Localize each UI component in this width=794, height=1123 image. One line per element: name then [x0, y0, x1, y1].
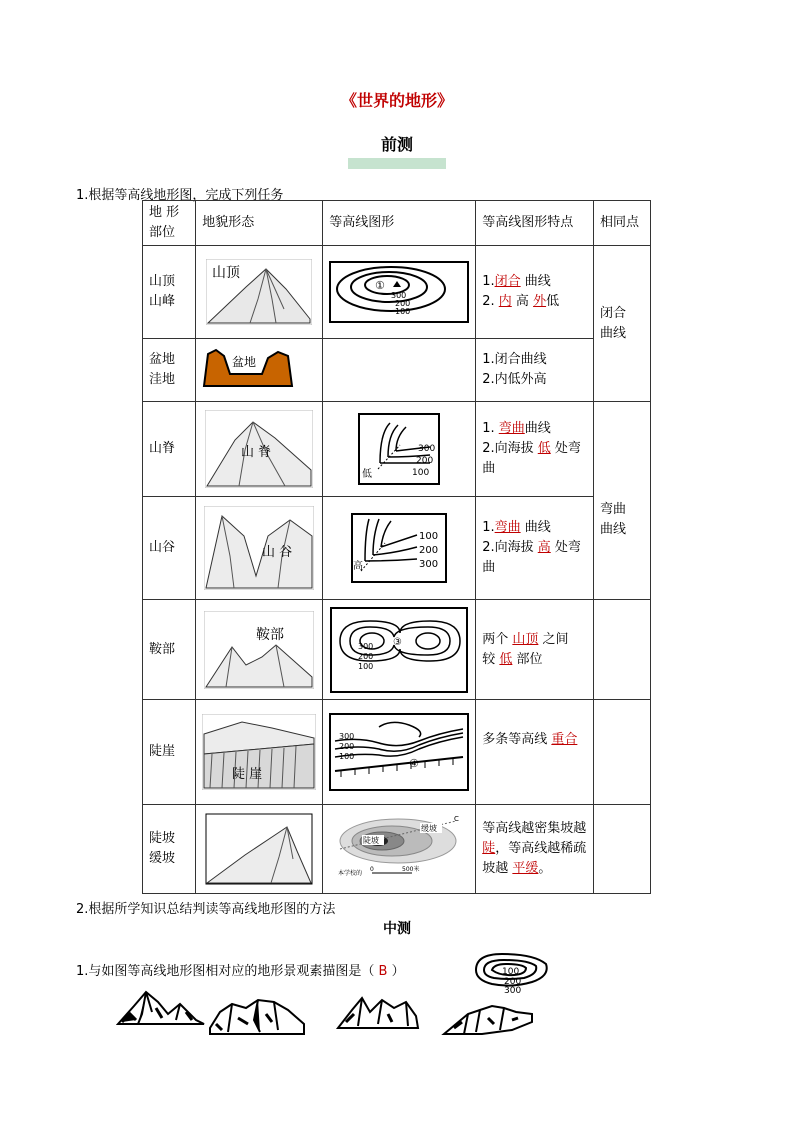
feature-text: 部位	[516, 651, 543, 667]
table-row	[143, 402, 651, 497]
feature-text: 1.	[482, 421, 495, 436]
contour-label: 300	[419, 559, 439, 570]
landform-table	[142, 200, 651, 894]
marker-4: ④	[409, 757, 420, 770]
question-1: 1.根据等高线地形图，完成下列任务	[76, 188, 284, 203]
feature-text: 之间	[542, 631, 569, 647]
feature-text: 曲线	[524, 274, 551, 289]
table-row	[143, 805, 651, 894]
sketch-option-c	[338, 998, 418, 1028]
section-title-midtest: 中测	[383, 921, 411, 937]
answer: 陡	[482, 841, 496, 856]
header-contour: 等高线图形	[323, 201, 476, 246]
contour-label: 100	[395, 307, 411, 316]
feature-text: 多条等高线	[482, 732, 548, 747]
feature-text: 2.内低外高	[482, 372, 547, 387]
section-title-pretest: 前测	[380, 135, 413, 154]
answer: 低	[499, 651, 513, 667]
ridge-sketch	[205, 410, 313, 488]
valley-contour-map	[351, 513, 447, 583]
feature-text: 两个	[482, 631, 509, 647]
contour-label: 300	[418, 444, 436, 454]
sketch-cell	[196, 339, 323, 402]
contour-label: 100	[419, 531, 439, 542]
table-row	[143, 600, 651, 700]
feature-text: 1.	[482, 274, 495, 289]
feature-cell	[476, 700, 594, 805]
sketch-cell	[196, 700, 323, 805]
landform-name: 鞍部	[143, 600, 196, 700]
landform-name: 山顶 山峰	[143, 246, 196, 339]
feature-text: 低	[546, 294, 560, 309]
sketch-option-a	[118, 992, 204, 1024]
feature-text: 2.向海拔	[482, 540, 534, 555]
sketch-cell	[196, 497, 323, 600]
sketch-label: 陡 崖	[232, 767, 263, 782]
peak-contour-map	[329, 261, 469, 323]
feature-cell	[476, 246, 594, 339]
basin-sketch	[202, 346, 294, 388]
feature-text: ，等高线越稀疏坡越	[482, 841, 587, 876]
feature-text: 2.	[482, 294, 495, 309]
sketch-label: 山顶	[212, 265, 241, 281]
sketch-cell	[196, 805, 323, 894]
feature-cell	[476, 805, 594, 894]
table-header-row	[143, 201, 651, 246]
contour-label: 高	[353, 561, 364, 572]
contour-label: 300	[504, 986, 522, 994]
landscape-sketch-options	[116, 984, 536, 1046]
contour-label: 200	[504, 977, 522, 987]
header-landform: 地 形 部位	[143, 201, 196, 246]
feature-text: 。	[538, 861, 552, 876]
answer: 低	[537, 441, 551, 456]
mountain-peak-sketch	[206, 259, 312, 325]
contour-label: 100	[412, 468, 430, 478]
question-2: 2.根据所学知识总结判读等高线地形图的方法	[76, 902, 336, 917]
scale-500: 500米	[402, 866, 420, 873]
feature-text: 1.	[482, 520, 495, 535]
contour-label: 低	[362, 469, 373, 480]
answer: 山顶	[512, 631, 539, 647]
document-title: 《世界的地形》	[340, 91, 453, 110]
point-label: C	[454, 815, 460, 823]
answer: 弯曲	[494, 520, 521, 535]
sketch-label: 山 谷	[262, 545, 293, 560]
answer: B	[378, 964, 388, 979]
sketch-cell	[196, 402, 323, 497]
contour-label: 300	[358, 641, 374, 651]
valley-sketch	[204, 506, 314, 590]
landform-name: 山谷	[143, 497, 196, 600]
contour-label: 200	[339, 742, 355, 751]
feature-text: 处弯曲	[482, 540, 581, 575]
feature-cell	[476, 339, 594, 402]
header-common: 相同点	[594, 201, 651, 246]
ridge-contour-map	[358, 413, 440, 485]
common-empty	[594, 700, 651, 805]
common-closed: 闭合 曲线	[594, 246, 651, 402]
table-row	[143, 700, 651, 805]
contour-label: 100	[502, 967, 520, 977]
answer: 闭合	[494, 274, 521, 289]
sketch-option-d	[444, 1006, 532, 1034]
feature-text: 1.闭合曲线	[482, 352, 547, 367]
slope-sketch	[205, 813, 313, 885]
contour-cell	[323, 805, 476, 894]
landform-name: 盆地 洼地	[143, 339, 196, 402]
answer: 外	[533, 294, 547, 309]
feature-text: 处弯曲	[482, 441, 581, 476]
table-row	[143, 497, 651, 600]
contour-cell	[323, 700, 476, 805]
contour-label: 200	[358, 651, 374, 661]
table-row	[143, 339, 651, 402]
saddle-contour-map	[330, 607, 468, 693]
contour-label: 100	[339, 752, 355, 761]
common-empty	[594, 600, 651, 700]
landform-name: 陡坡 缓坡	[143, 805, 196, 894]
feature-text: 高	[515, 294, 529, 309]
contour-label: 100	[358, 661, 374, 671]
sketch-label: 盆地	[232, 354, 257, 369]
answer: 平缓	[512, 861, 539, 876]
feature-text: 较	[482, 651, 496, 667]
slope-label-gentle: 缓坡	[421, 824, 438, 833]
scale-zero: 0	[370, 866, 375, 873]
header-appearance: 地貌形态	[196, 201, 323, 246]
feature-cell	[476, 600, 594, 700]
contour-label: 200	[395, 299, 411, 308]
sketch-label: 山 脊	[241, 445, 272, 460]
question-text: ）	[391, 964, 405, 979]
contour-label: 200	[419, 545, 439, 556]
feature-cell	[476, 497, 594, 600]
feature-text: 曲线	[524, 421, 551, 436]
landform-name: 陡崖	[143, 700, 196, 805]
sketch-cell	[196, 246, 323, 339]
common-curved: 弯曲 曲线	[594, 402, 651, 600]
question-3	[76, 960, 405, 979]
header-features: 等高线图形特点	[476, 201, 594, 246]
green-highlight-bar	[348, 158, 446, 169]
contour-label: 200	[416, 456, 434, 466]
landform-name: 山脊	[143, 402, 196, 497]
contour-label: 300	[339, 732, 355, 741]
marker-1: ①	[375, 279, 386, 292]
feature-text: 2.向海拔	[482, 441, 534, 456]
cliff-contour-map	[329, 713, 469, 791]
slope-contour-map	[336, 813, 462, 885]
sketch-option-b	[210, 1000, 304, 1034]
question-text: 1.与如图等高线地形图相对应的地形景观素描图是（	[76, 964, 375, 979]
sketch-cell	[196, 600, 323, 700]
marker-3: ③	[393, 636, 403, 648]
slope-label-steep: 陡坡	[363, 836, 380, 845]
answer: 高	[537, 540, 551, 555]
contour-cell	[323, 497, 476, 600]
table-row	[143, 246, 651, 339]
contour-cell-empty	[323, 339, 476, 402]
contour-cell	[323, 246, 476, 339]
contour-label: 300	[391, 291, 407, 300]
answer: 重合	[551, 732, 578, 747]
answer: 弯曲	[498, 421, 525, 436]
answer: 内	[498, 294, 512, 309]
feature-cell	[476, 402, 594, 497]
sketch-label: 鞍部	[256, 626, 285, 643]
cliff-sketch	[202, 714, 316, 790]
common-empty	[594, 805, 651, 894]
contour-cell	[323, 402, 476, 497]
feature-text: 等高线越密集坡越	[482, 821, 587, 836]
feature-text: 曲线	[524, 520, 551, 535]
contour-cell	[323, 600, 476, 700]
saddle-sketch	[204, 611, 314, 689]
scale-note: 本学校的	[338, 870, 363, 877]
